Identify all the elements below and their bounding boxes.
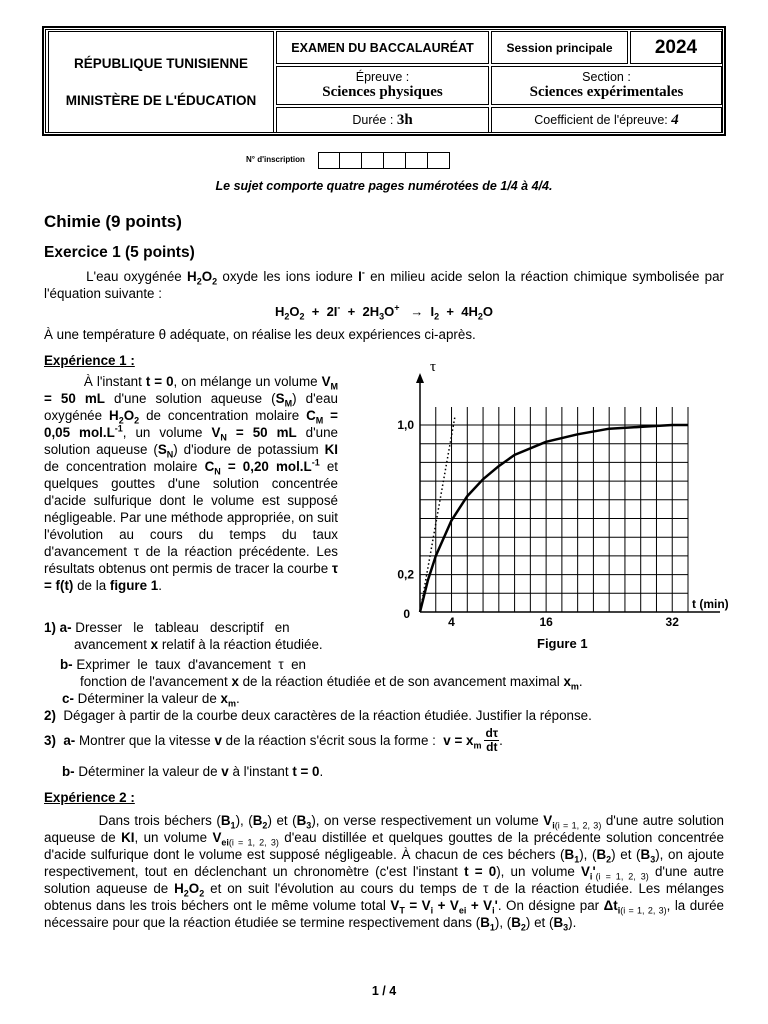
section-cell <box>491 66 722 105</box>
experience2-paragraph: Dans trois béchers $(B_1)$, $(B_2)$ et $(B_3)$, on verse respectivement un volume $V_{i(i = 1, 2, 3)}$ d'une autre solution aqueuse de KI, un volume $V_{ei(i = 1, 2, 3)}$ d'eau distillée et quelques gouttes de la précédente solution concentrée d'acide sulfurique dont le volume est supposé négligeable. À chacun de ces béchers $(B_1)$, $(B_2)$ et $(B_3)$, on ajoute respectivement, tout en déclenchant un chronomètre (c'est l'instant t = 0), un volume $V_i'_{(i = 1, 2, 3)}$ d'une autre solution aqueuse de $H_2O_2$ et on suit l'évolution au cours du temps de τ de la réaction étudiée. Les mélanges obtenus dans les trois béchers ont le même volume total $V_T = V_i + V_{ei} + V_i'$. On désigne par $\Delta t_{i(i = 1, 2, 3)}$, la durée nécessaire pour que la réaction étudiée se termine respectivement dans $(B_1)$, $(B_2)$ et $(B_3)$. <box>44 813 725 933</box>
page-number: 1 / 4 <box>371 984 397 998</box>
x-tick-label: 32 <box>665 615 679 629</box>
ministry-cell <box>48 31 274 133</box>
reaction-equation: $H_2O_2 + 2I^- + 2H_3O^+ \to I_2 + 4H_2O$ <box>274 302 493 322</box>
chart-marks <box>420 416 688 612</box>
question-1b-start: b- Exprimer le taux d'avancement τ en <box>60 657 307 672</box>
y-tick-label: 0,2 <box>397 567 414 582</box>
exam-cell <box>276 31 489 64</box>
coef-cell <box>491 107 722 133</box>
exam-title: EXAMEN DU BACCALAURÉAT <box>291 40 474 55</box>
section-value: Sciences expérimentales <box>529 84 684 100</box>
y-axis-arrow <box>416 373 424 383</box>
duree-label: Durée : <box>352 113 397 127</box>
y-tick-label: 1,0 <box>397 418 414 432</box>
section-title: Chimie (9 points) <box>44 212 182 231</box>
x-axis-label: t (min) <box>692 597 729 611</box>
exercise-title: Exercice 1 (5 points) <box>44 244 195 261</box>
question-3a: 3) a- Montrer que la vitesse v de la réaction s'écrit sous la forme : $v = x_m$ $\frac{d\tau}{dt}$ . <box>44 726 503 754</box>
question-3b: b- Déterminer la valeur de v à l'instant t = 0. <box>62 764 324 779</box>
duree-cell <box>276 107 489 133</box>
question-1a: 1) a- Dresser le tableau descriptif en avancement x relatif à la réaction étudiée. <box>44 620 323 652</box>
epreuve-cell <box>276 66 489 105</box>
coef-label: Coefficient de l'épreuve: <box>534 113 672 127</box>
question-1c: c- Déterminer la valeur de $x_m$. <box>62 691 240 709</box>
experience2-title: Expérience 2 : <box>44 790 135 805</box>
session-cell <box>491 31 628 64</box>
experience1-title: Expérience 1 : <box>44 353 135 368</box>
session-label: Session principale <box>506 40 613 55</box>
question-1b-end: fonction de l'avancement x de la réaction étudiée et de son avancement maximal $x_m$. <box>80 674 583 692</box>
epreuve-value: Sciences physiques <box>322 84 443 100</box>
x-tick-label: 4 <box>448 615 455 629</box>
inscription-label: N° d'inscription <box>246 155 305 164</box>
tangent-line <box>420 416 455 612</box>
origin-label: 0 <box>403 607 410 621</box>
intro-line: Le sujet comporte quatre pages numérotées de 1/4 à 4/4. <box>215 179 553 193</box>
experience1-paragraph: À l'instant t = 0, on mélange un volume $V_M = 50$ mL d'une solution aqueuse $(S_M)$ d'eau oxygénée $H_2O_2$ de concentration molaire $C_M = 0,05$ $mol.L^{-1}$, un volume $V_N = 50$ mL d'une solution aqueuse $(S_N)$ d'iodure de potassium KI de concentration molaire $C_N = 0,20$ $mol.L^{-1}$ et quelques gouttes d'une solution concentrée d'acide sulfurique dont le volume est supposé négligeable. Par une méthode appropriée, on suit l'évolution au cours du temps du taux d'avancement τ de la réaction précédente. Les résultats obtenus ont permis de tracer la courbe τ = f(t) de la figure 1. <box>44 374 339 593</box>
coef-value: 4 <box>671 111 679 128</box>
chart-labels <box>397 359 728 629</box>
figure-caption: Figure 1 <box>537 636 588 651</box>
ministry-name: MINISTÈRE DE L'ÉDUCATION <box>65 93 257 108</box>
republic-name: RÉPUBLIQUE TUNISIENNE <box>73 56 249 71</box>
temperature-line: À une température θ adéquate, on réalise les deux expériences ci-après. <box>44 327 476 342</box>
y-axis-label: τ <box>430 359 437 375</box>
exam-year: 2024 <box>654 36 698 58</box>
x-tick-label: 16 <box>539 615 553 629</box>
year-cell <box>630 31 722 64</box>
intro-paragraph: L'eau oxygénée $H_2O_2$ oxyde les ions iodure I- en milieu acide selon la réaction chimique symbolisée par l'équation suivante : <box>44 267 725 301</box>
duree-value: 3h <box>396 111 413 128</box>
inscription-boxes[interactable] <box>318 152 450 169</box>
question-2: 2) Dégager à partir de la courbe deux caractères de la réaction étudiée. Justifier la réponse. <box>44 708 592 723</box>
section-label: Section : <box>582 70 631 84</box>
epreuve-label: Épreuve : <box>355 70 410 84</box>
chart-axes <box>416 373 720 612</box>
figure1-chart <box>380 355 750 655</box>
chart-grid <box>420 407 688 612</box>
